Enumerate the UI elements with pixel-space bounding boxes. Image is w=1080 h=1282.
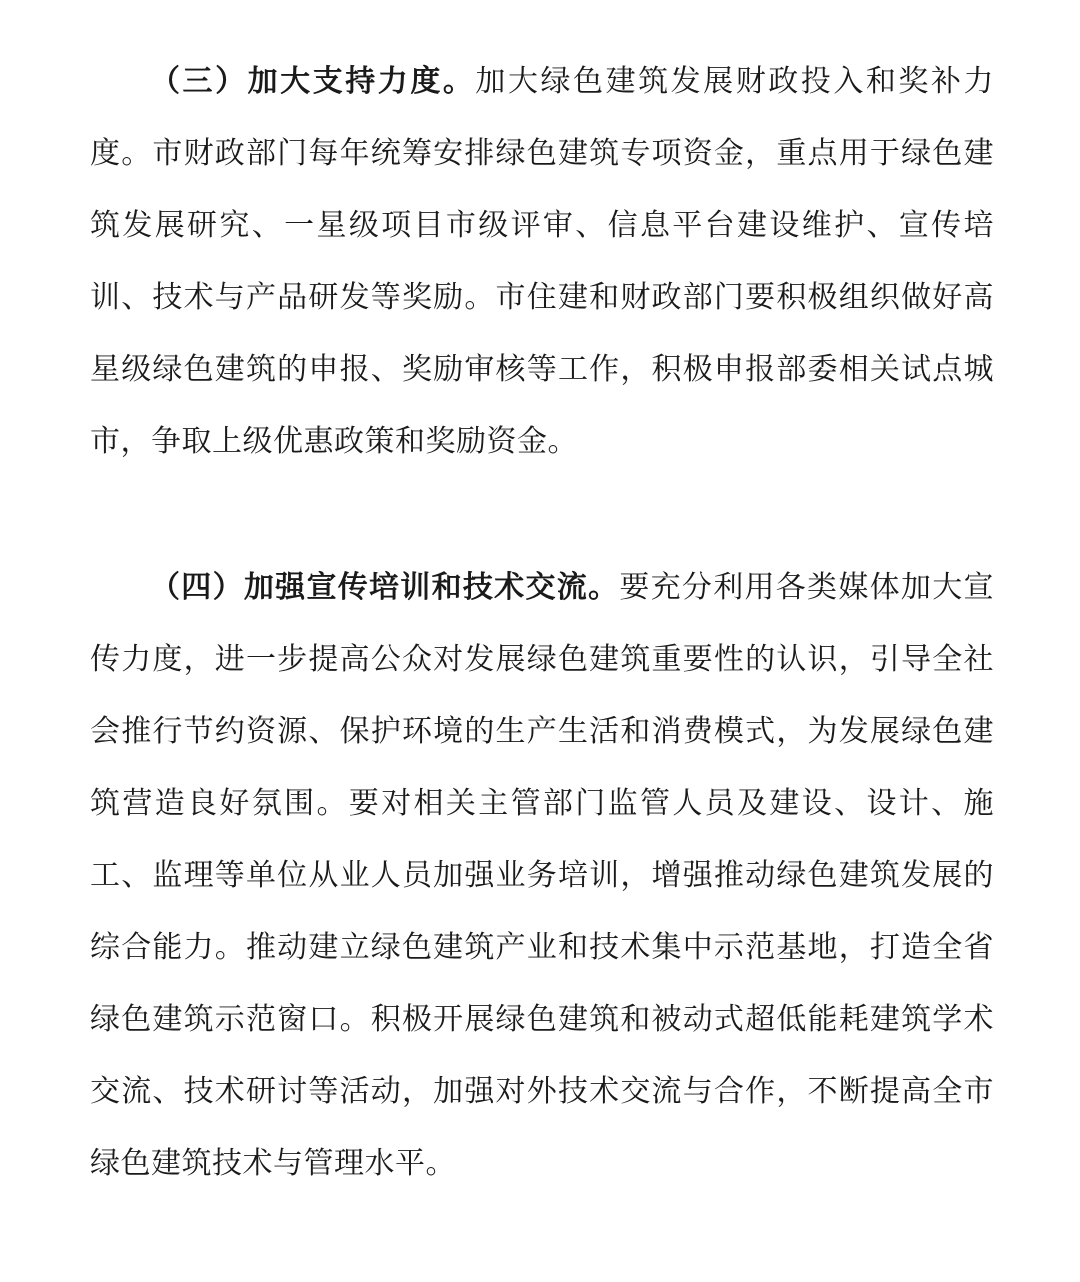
paragraph-body: 加大绿色建筑发展财政投入和奖补力度。市财政部门每年统筹安排绿色建筑专项资金，重点用于绿色建筑发展研究、一星级项目市级评审、信息平台建设维护、宣传培训、技术与产品研发等奖励。市住建和财政部门要积极组织做好高星级绿色建筑的申报、奖励审核等工作，积极申报部委相关试点城市，争取上级优惠政策和奖励资金。 <box>90 64 995 459</box>
paragraph-support-funding <box>90 46 994 478</box>
paragraph-body: 要充分利用各类媒体加大宣传力度，进一步提高公众对发展绿色建筑重要性的认识，引导全社会推行节约资源、保护环境的生产生活和消费模式，为发展绿色建筑营造良好氛围。要对相关主管部门监管人员及建设、设计、施工、监理等单位从业人员加强业务培训，增强推动绿色建筑发展的综合能力。推动建立绿色建筑产业和技术集中示范基地，打造全省绿色建筑示范窗口。积极开展绿色建筑和被动式超低能耗建筑学术交流、技术研讨等活动，加强对外技术交流与合作，不断提高全市绿色建筑技术与管理水平。 <box>90 570 995 1181</box>
paragraph-publicity-training <box>90 552 994 1200</box>
paragraph-heading: （三）加大支持力度。 <box>150 64 476 99</box>
document-page <box>90 46 994 1200</box>
paragraph-heading: （四）加强宣传培训和技术交流。 <box>150 570 620 605</box>
